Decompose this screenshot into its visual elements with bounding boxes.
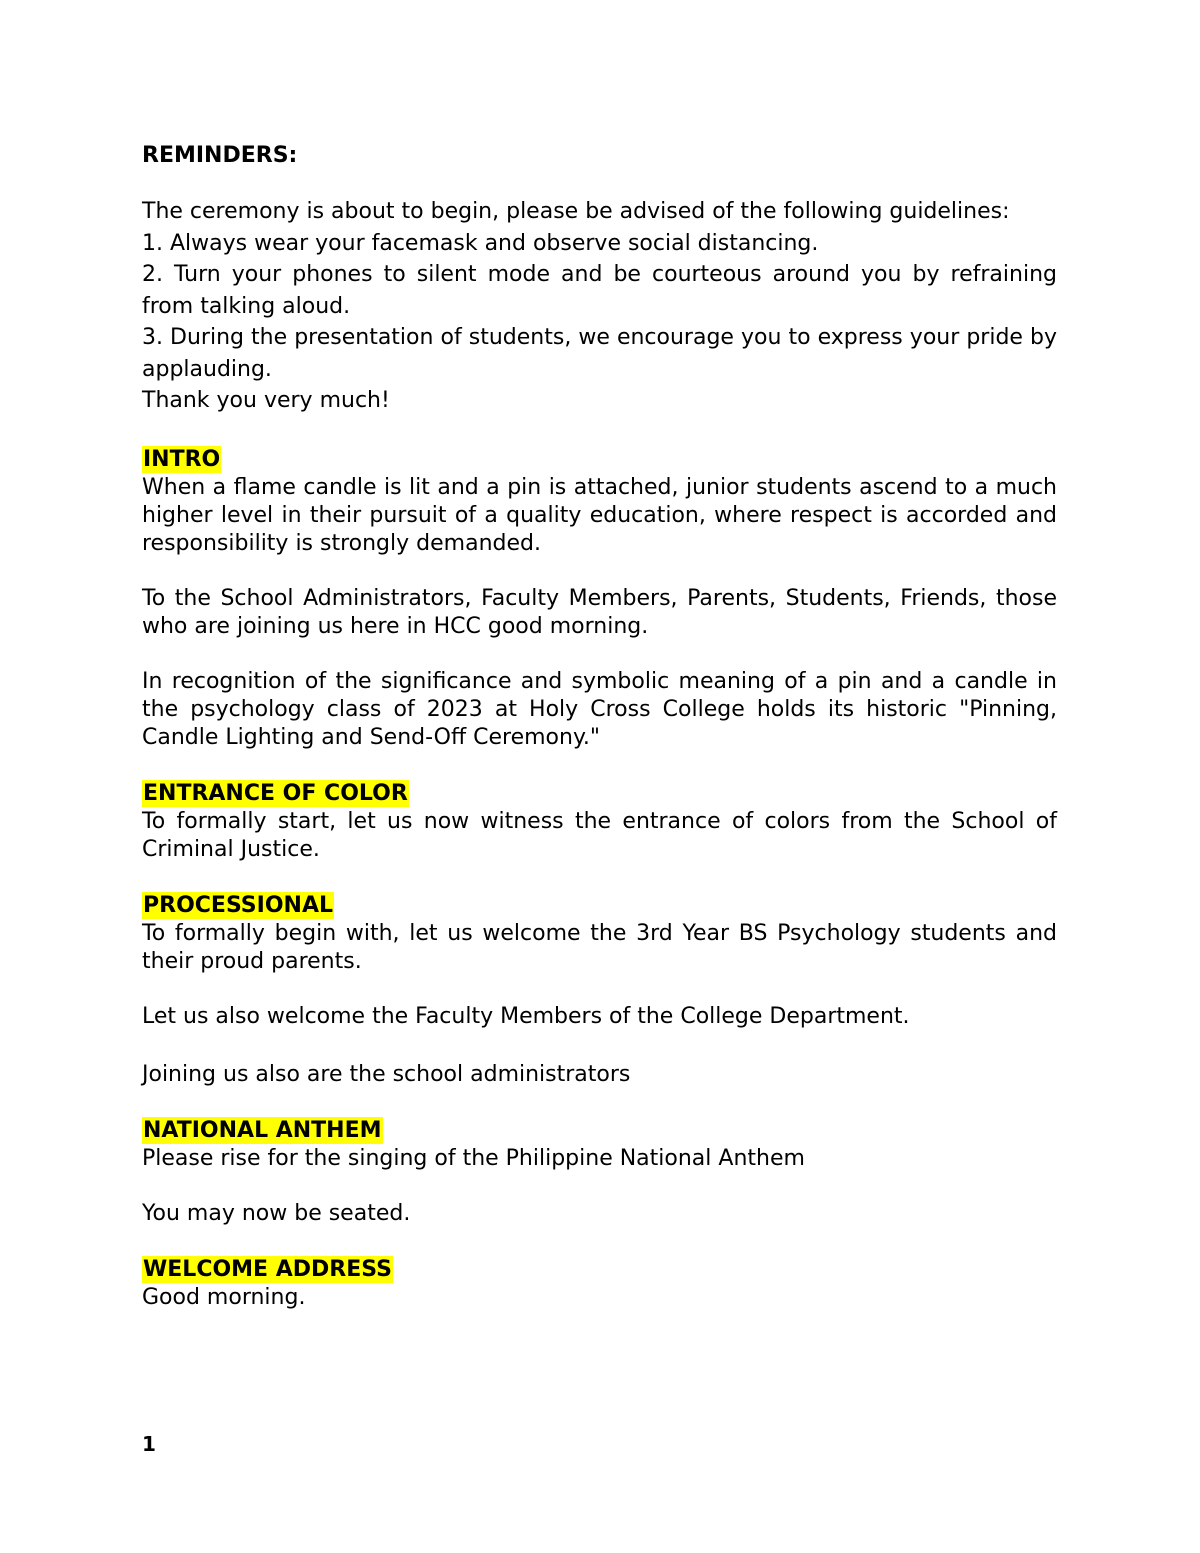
entrance-paragraph: To formally start, let us now witness the entrance of colors from the School of Criminal Justice.: [142, 808, 1057, 862]
faculty-paragraph: Let us also welcome the Faculty Members of the College Department.: [142, 1003, 910, 1029]
entrance-heading: ENTRANCE OF COLOR: [143, 780, 408, 806]
seated-paragraph: You may now be seated.: [142, 1200, 411, 1226]
welcome-section: [142, 1256, 1057, 1312]
reminders-block: [142, 140, 1057, 417]
intro-heading: INTRO: [143, 446, 221, 472]
processional-heading: PROCESSIONAL: [143, 892, 333, 918]
welcome-paragraph: Good morning.: [142, 1284, 306, 1310]
reminders-intro: The ceremony is about to begin, please be advised of the following guidelines:: [142, 199, 1010, 224]
anthem-paragraph: Please rise for the singing of the Philippine National Anthem: [142, 1145, 805, 1171]
administrators-paragraph: Joining us also are the school administrators: [142, 1061, 631, 1087]
reminder-item: 2. Turn your phones to silent mode and be courteous around you by refraining from talking aloud.: [142, 262, 1057, 319]
intro-paragraph: When a flame candle is lit and a pin is attached, junior students ascend to a much higher level in their pursuit of a quality education, where respect is accorded and responsibility is strongly demanded.: [142, 474, 1057, 556]
reminders-heading: REMINDERS:: [142, 143, 298, 168]
processional-section: [142, 892, 1057, 1089]
recognition-paragraph: In recognition of the significance and symbolic meaning of a pin and a candle in the psychology class of 2023 at Holy Cross College holds its historic "Pinning, Candle Lighting and Send-Off Ceremony.": [142, 668, 1057, 750]
reminders-closing: Thank you very much!: [142, 388, 390, 413]
welcome-heading: WELCOME ADDRESS: [143, 1256, 392, 1282]
processional-paragraph: To formally begin with, let us welcome the 3rd Year BS Psychology students and their proud parents.: [142, 920, 1057, 974]
intro-section: [142, 446, 1057, 752]
page-number: 1: [142, 1432, 156, 1456]
anthem-heading: NATIONAL ANTHEM: [143, 1117, 382, 1143]
greeting-paragraph: To the School Administrators, Faculty Members, Parents, Students, Friends, those who are joining us here in HCC good morning.: [142, 585, 1057, 639]
anthem-section: [142, 1117, 1057, 1228]
reminder-item: 1. Always wear your facemask and observe social distancing.: [142, 230, 819, 256]
entrance-section: [142, 780, 1057, 864]
reminder-item: 3. During the presentation of students, we encourage you to express your pride by applauding.: [142, 325, 1057, 382]
document-body: [142, 140, 1057, 1312]
